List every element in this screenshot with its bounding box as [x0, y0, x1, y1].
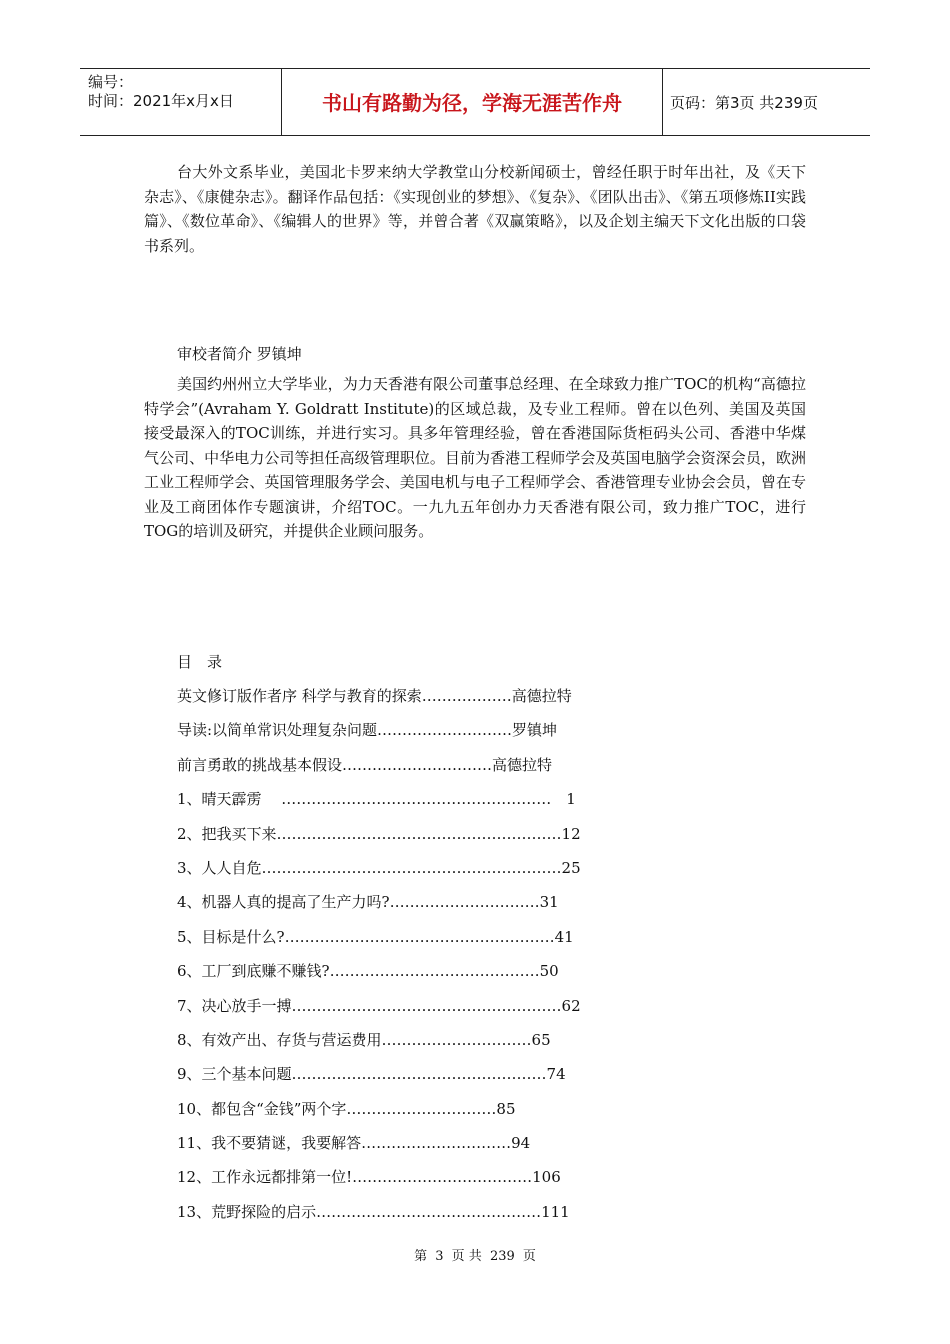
header-motto: 书山有路勤为径，学海无涯苦作舟: [282, 69, 663, 135]
footer-suffix: 页: [522, 1249, 536, 1264]
page-header: [80, 68, 870, 136]
page-footer: [0, 1247, 950, 1267]
toc-entry[interactable]: 10、都包含“金钱”两个字…………………………85: [177, 1099, 516, 1118]
document-time-label: 时间：2021年x月x日: [88, 92, 234, 110]
footer-page-number: 3: [435, 1249, 444, 1264]
toc-entry[interactable]: 5、目标是什么?………………………………………………41: [177, 927, 574, 946]
toc-entry[interactable]: 7、决心放手一搏………………………………………………62: [177, 996, 581, 1015]
toc-entry[interactable]: 8、有效产出、存货与营运费用…………………………65: [177, 1030, 551, 1049]
toc-entry[interactable]: 英文修订版作者序 科学与教育的探索………………高德拉特: [177, 687, 572, 705]
toc-entry[interactable]: 2、把我买下来…………………………………………………12: [177, 824, 581, 843]
header-meta: [80, 69, 282, 135]
toc-entry[interactable]: 12、工作永远都排第一位!………………………………106: [177, 1168, 561, 1187]
toc-entry[interactable]: 导读:以简单常识处理复杂问题………………………罗镇坤: [177, 721, 558, 740]
footer-prefix: 第: [414, 1249, 428, 1264]
toc-entry[interactable]: 6、工厂到底赚不赚钱?……………………………………50: [177, 962, 559, 981]
header-page-label: 页码：第3页 共239页: [670, 94, 818, 112]
translator-bio: 台大外文系毕业，美国北卡罗来纳大学教堂山分校新闻硕士，曾经任职于时年出社，及《天下杂志》、《康健杂志》。翻译作品包括：《实现创业的梦想》、《复杂》、《团队出击》、《第五项修炼II实践篇》、《数位革命》、《编辑人的世界》等，并曾合著《双赢策略》，以及企划主编天下文化出版的口袋书系列。: [144, 163, 806, 255]
toc-heading: 目 录: [177, 653, 223, 671]
reviewer-heading: 审校者简介 罗镇坤: [177, 345, 302, 363]
table-of-contents: [177, 684, 637, 1234]
footer-total-pages: 239: [489, 1249, 515, 1264]
toc-entry[interactable]: 13、荒野探险的启示………………………………………111: [177, 1202, 570, 1221]
footer-middle: 页 共: [451, 1249, 482, 1264]
toc-entry[interactable]: 1、晴天霹雳 ……………………………………………… 1: [177, 790, 576, 809]
reviewer-bio: 美国约州州立大学毕业，为力天香港有限公司董事总经理、在全球致力推广TOC的机构“高德拉特学会”(Avraham Y. Goldratt Institute)的区域总裁，及专业工程师。曾在以色列、美国及英国接受最深入的TOC训练，并进行实习。具多年管理经验，曾在香港国际货柜码头公司、香港中华煤气公司、中华电力公司等担任高级管理职位。目前为香港工程师学会及英国电脑学会资深会员，欧洲工业工程师学会、英国管理服务学会、美国电机与电子工程师学会、香港管理专业协会会员，曾在专业及工商团体作专题演讲，介绍TOC。一九九五年创办力天香港有限公司，致力推广TOC，进行TOG的培训及研究，并提供企业顾问服务。: [144, 375, 806, 540]
toc-entry[interactable]: 11、我不要猜谜，我要解答…………………………94: [177, 1134, 531, 1153]
toc-entry[interactable]: 4、机器人真的提高了生产力吗?…………………………31: [177, 893, 559, 912]
document-number-label: 编号：: [88, 73, 134, 91]
toc-entry[interactable]: 9、三个基本问题……………………………………………74: [177, 1065, 566, 1084]
toc-entry[interactable]: 前言勇敢的挑战基本假设…………………………高德拉特: [177, 755, 553, 774]
toc-entry[interactable]: 3、人人自危……………………………………………………25: [177, 858, 581, 877]
